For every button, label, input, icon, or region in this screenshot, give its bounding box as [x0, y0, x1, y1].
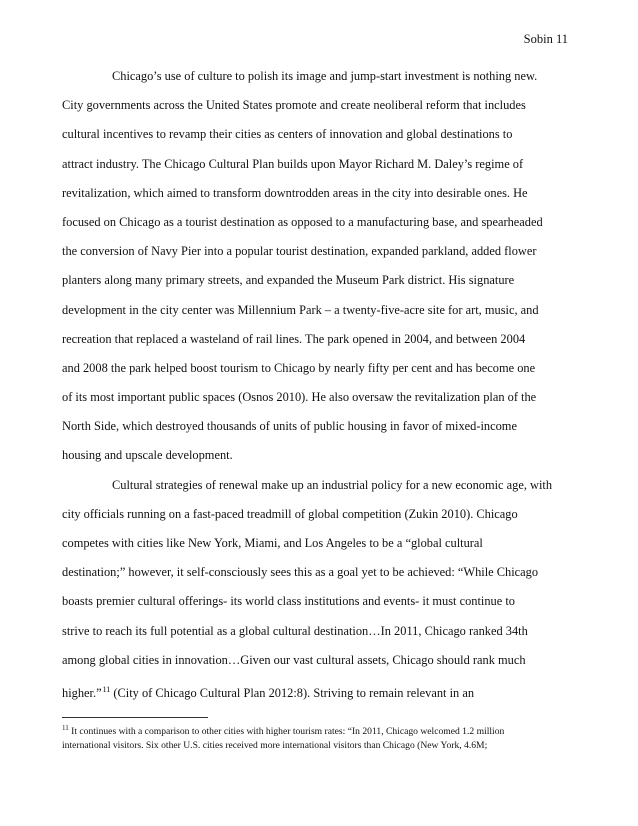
paragraph-line: City governments across the United States promote and create neoliberal reform that includes: [62, 98, 526, 113]
text-after-footnote-ref: (City of Chicago Cultural Plan 2012:8). Striving to remain relevant in an: [110, 685, 475, 700]
paragraph-line: focused on Chicago as a tourist destination as opposed to a manufacturing base, and spearheaded: [62, 214, 543, 229]
paragraph-line: planters along many primary streets, and expanded the Museum Park district. His signature: [62, 273, 515, 288]
running-head: Sobin 11: [523, 32, 568, 46]
footnote-reference[interactable]: 11: [102, 684, 111, 694]
paragraph-line: and 2008 the park helped boost tourism to Chicago by nearly fifty per cent and has become one: [62, 360, 536, 375]
paragraph-line: the conversion of Navy Pier into a popular tourist destination, expanded parkland, added flower: [62, 244, 537, 259]
body-text: [62, 62, 578, 704]
paragraph-line: competes with cities like New York, Miami, and Los Angeles to be a “global cultural: [62, 536, 483, 550]
paragraph-line: North Side, which destroyed thousands of units of public housing in favor of mixed-income: [62, 419, 517, 434]
paragraph-line: destination;” however, it self-consciously sees this as a goal yet to be achieved: “While Chicago: [62, 565, 539, 580]
footnote-separator: [62, 717, 208, 718]
paragraph-line: among global cities in innovation…Given our vast cultural assets, Chicago should rank much: [62, 652, 526, 667]
paragraph-line: attract industry. The Chicago Cultural Plan builds upon Mayor Richard M. Daley’s regime of: [62, 156, 524, 171]
footnote-line: [62, 722, 582, 739]
paragraph-line: city officials running on a fast-paced treadmill of global competition (Zukin 2010). Chicago: [62, 506, 518, 521]
paragraph-line: strive to reach its full potential as a global cultural destination…In 2011, Chicago ranked 34th: [62, 623, 528, 638]
paragraph-line: development in the city center was Millennium Park – a twenty-five-acre site for art, music, and: [62, 302, 539, 317]
paragraph-line: cultural incentives to revamp their cities as centers of innovation and global destinations to: [62, 127, 513, 142]
paragraph-line: revitalization, which aimed to transform downtrodden areas in the city into desirable ones. He: [62, 185, 528, 200]
text-before-footnote-ref: higher.”: [62, 685, 102, 700]
paragraph-line: housing and upscale development.: [62, 448, 233, 463]
paragraph-last-line: [62, 675, 578, 704]
footnote-number: 11: [62, 724, 69, 732]
paragraph-line: of its most important public spaces (Osnos 2010). He also oversaw the revitalization plan of the: [62, 390, 537, 405]
footnote-line: international visitors. Six other U.S. cities received more international visitors than Chicago (New York, 4.6M;: [62, 739, 488, 751]
paragraph-line: recreation that replaced a wasteland of rail lines. The park opened in 2004, and between 2004: [62, 331, 526, 346]
paragraph-line: Cultural strategies of renewal make up an industrial policy for a new economic age, with: [112, 477, 553, 492]
footnote-text: It continues with a comparison to other cities with higher tourism rates: “In 2011, Chicago welcomed 1.2 million: [68, 726, 505, 737]
paragraph-line: boasts premier cultural offerings- its world class institutions and events- it must continue to: [62, 594, 515, 609]
footnote: [62, 722, 582, 752]
paragraph-line: Chicago’s use of culture to polish its image and jump-start investment is nothing new.: [112, 69, 538, 83]
